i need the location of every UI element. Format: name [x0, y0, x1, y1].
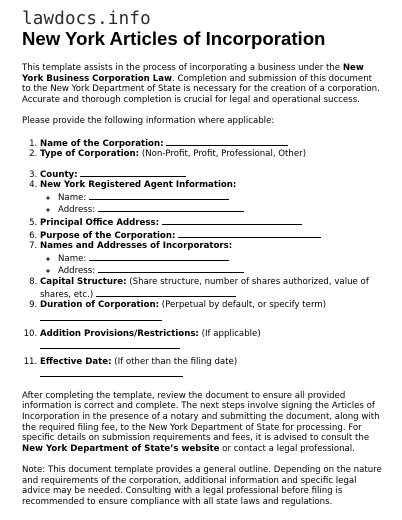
- dos-website-link[interactable]: New York Department of State’s website: [22, 444, 220, 455]
- list-item-duration: [40, 300, 382, 321]
- effective-date-blank[interactable]: [40, 368, 183, 377]
- sub-label: Address:: [58, 205, 96, 216]
- site-logo: lawdocs.info: [22, 9, 151, 29]
- after-text-end: or contact a legal professional.: [219, 444, 355, 455]
- field-label: Name of the Corporation:: [40, 138, 164, 149]
- after-text: After completing the template, review the document to ensure all provided information is correct and complete. The next steps involve signing the Articles of Incorporation in the presence of a notary and submitting the document, along with the required filing fee, to the New York Department of State for processing. For specific details on submission requirements and fees, it is advised to consult the: [22, 390, 380, 444]
- field-label: Duration of Corporation:: [40, 300, 160, 311]
- field-label: New York Registered Agent Information:: [40, 180, 237, 191]
- list-item-purpose: [40, 229, 382, 242]
- field-label: Type of Corporation:: [40, 149, 140, 160]
- list-item-county: [40, 168, 382, 181]
- field-label: Addition Provisions/Restrictions:: [40, 328, 199, 339]
- field-label: Effective Date:: [40, 357, 112, 368]
- document-page: [22, 10, 382, 518]
- field-hint: (If applicable): [198, 328, 261, 339]
- intro-text: This template assists in the process of incorporating a business under the: [22, 63, 343, 73]
- sub-label: Name:: [58, 253, 87, 264]
- principal-office-blank[interactable]: [162, 216, 302, 225]
- list-item-incorporators: [40, 241, 382, 277]
- capital-structure-blank[interactable]: [96, 288, 236, 297]
- agent-address-row: [58, 203, 382, 216]
- incorporator-name-row: [58, 252, 382, 265]
- incorporator-address-blank[interactable]: [98, 264, 244, 273]
- field-hint: (If other than the filing date): [111, 357, 238, 368]
- list-item-effective-date: [40, 357, 382, 380]
- document-title: New York Articles of Incorporation: [22, 28, 326, 49]
- list-item-registered-agent: [40, 180, 382, 216]
- agent-subfields: [40, 191, 382, 216]
- intro-paragraph: [22, 63, 382, 106]
- list-item-additional-provisions: [40, 329, 382, 350]
- list-item-principal-office: [40, 216, 382, 229]
- list-item-capital-structure: [40, 277, 382, 300]
- list-item-corporation-name: [40, 137, 382, 150]
- sub-label: Address:: [58, 266, 96, 277]
- intro-text-end: . Completion and submission of this document to the New York Department of State is necessary for the creation of a corporation. Accurate and thorough completion is crucial for legal and operational success.: [22, 73, 380, 106]
- intro-law-name: New York Business Corporation Law: [22, 63, 364, 84]
- agent-name-row: [58, 191, 382, 204]
- purpose-blank[interactable]: [178, 229, 321, 238]
- corporation-name-blank[interactable]: [166, 137, 288, 146]
- instructions-prompt: Please provide the following information where applicable:: [22, 115, 275, 126]
- field-label: Principal Office Address:: [40, 218, 160, 229]
- incorporator-name-blank[interactable]: [89, 252, 229, 261]
- after-completion-paragraph: [22, 391, 382, 455]
- list-item-corporation-type: [40, 149, 382, 160]
- agent-name-blank[interactable]: [89, 191, 229, 200]
- duration-blank[interactable]: [40, 312, 162, 321]
- field-label: County:: [40, 169, 78, 180]
- incorporator-address-row: [58, 264, 382, 277]
- note-paragraph: Note: This document template provides a general outline. Depending on the nature and requirements of the corporation, additional information and specific legal advice may be needed. Consulting with a legal professional before filing is recommended to ensure compliance with all state laws and regulations.: [22, 464, 382, 507]
- form-fields-list: [22, 137, 382, 381]
- additional-provisions-blank[interactable]: [40, 340, 180, 349]
- incorporator-subfields: [40, 252, 382, 277]
- agent-address-blank[interactable]: [98, 203, 244, 212]
- field-hint: (Share structure, number of shares authorized, value of shares, etc.): [40, 277, 369, 300]
- sub-label: Name:: [58, 192, 87, 203]
- field-hint: (Non-Profit, Profit, Professional, Other): [139, 149, 307, 160]
- field-label: Names and Addresses of Incorporators:: [40, 241, 233, 252]
- field-label: Purpose of the Corporation:: [40, 230, 176, 241]
- field-hint: (Perpetual by default, or specify term): [159, 300, 327, 311]
- county-blank[interactable]: [80, 168, 186, 177]
- field-label: Capital Structure:: [40, 277, 127, 288]
